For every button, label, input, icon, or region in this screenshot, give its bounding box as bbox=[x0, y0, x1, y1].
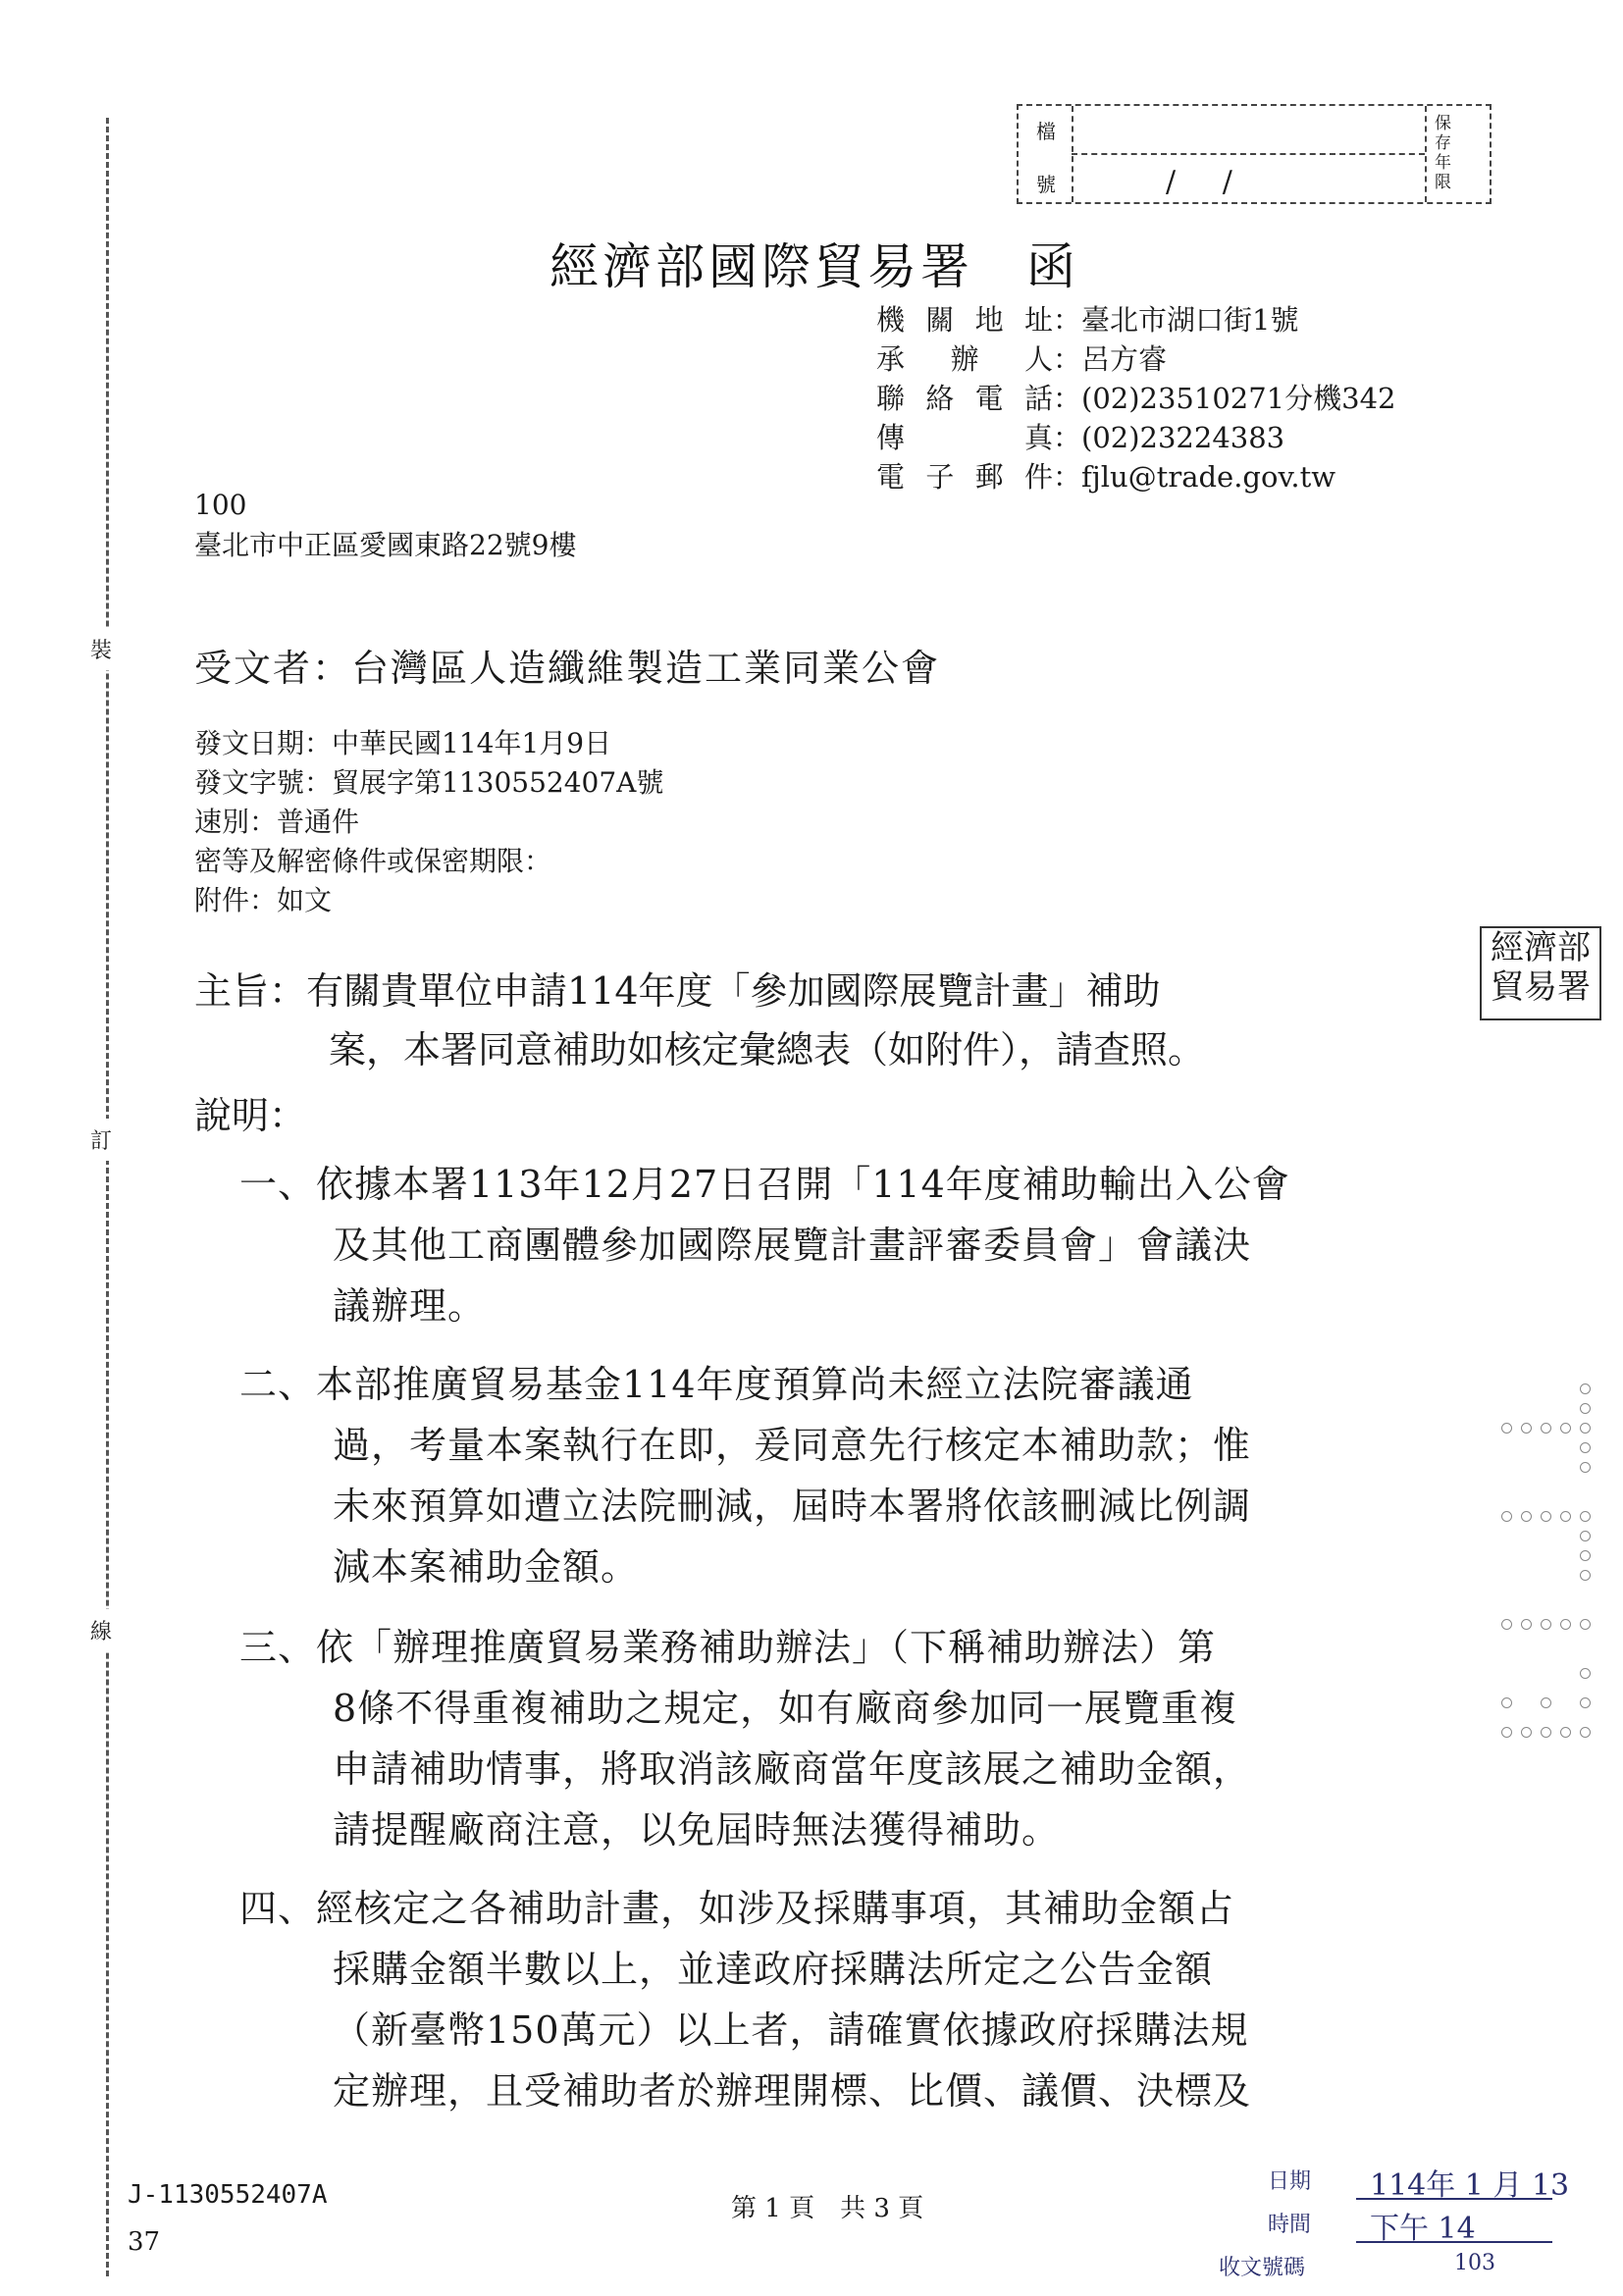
receipt-time-label: 時間 bbox=[1268, 2213, 1312, 2237]
seal-line: 經濟部 bbox=[1491, 928, 1591, 967]
receipt-rule bbox=[1356, 2198, 1552, 2200]
item-line: 未來預算如遭立法院刪減，屆時本署將依該刪減比例調 bbox=[333, 1485, 1252, 1528]
contact-value: ：(02)23224383 bbox=[1053, 421, 1285, 454]
contact-row-email bbox=[876, 457, 1396, 496]
item-line: 採購金額半數以上，並達政府採購法所定之公告金額 bbox=[333, 1948, 1214, 1991]
receipt-stamp bbox=[1189, 2159, 1582, 2282]
item-line: 一、依據本署113年12月27日召開「114年度補助輸出入公會 bbox=[239, 1163, 1290, 1206]
archive-divider-right bbox=[1425, 106, 1427, 202]
subject-line: 主旨：有關貴單位申請114年度「參加國際展覽計畫」補助 bbox=[194, 969, 1161, 1013]
contact-value: ：臺北市湖口街1號 bbox=[1053, 303, 1299, 337]
item-line: 8條不得重複補助之規定，如有廠商參加同一展覽重複 bbox=[333, 1687, 1238, 1730]
contact-row-address bbox=[876, 300, 1396, 339]
contact-row-phone bbox=[876, 379, 1396, 418]
item-line: 三、依「辦理推廣貿易業務補助辦法」（下稱補助辦法）第 bbox=[239, 1626, 1217, 1669]
agency-seal bbox=[1480, 926, 1601, 1020]
binding-mark-xian: 線 bbox=[90, 1609, 112, 1651]
receipt-time-value: 下午 14 bbox=[1370, 2212, 1476, 2246]
punch-dots bbox=[1501, 1383, 1599, 1972]
explanation-item-3 bbox=[239, 1617, 1251, 1860]
binding-mark-ding: 訂 bbox=[90, 1119, 112, 1161]
item-line: 過，考量本案執行在即，爰同意先行核定本補助款；惟 bbox=[333, 1424, 1252, 1467]
item-line: （新臺幣150萬元）以上者，請確實依據政府採購法規 bbox=[333, 2009, 1249, 2052]
archive-number-box bbox=[1017, 104, 1492, 204]
document-title: 經濟部國際貿易署 函 bbox=[550, 238, 1079, 295]
contact-value: ：(02)23510271分機342 bbox=[1053, 382, 1396, 415]
confidentiality: 密等及解密條件或保密期限： bbox=[194, 845, 552, 877]
item-line: 四、經核定之各補助計畫，如涉及採購事項，其補助金額占 bbox=[239, 1887, 1235, 1930]
archive-divider-mid bbox=[1072, 153, 1425, 155]
postcode: 100 bbox=[194, 489, 247, 521]
subject bbox=[194, 962, 1450, 1079]
contact-label: 傳真 bbox=[876, 421, 1053, 454]
item-line: 二、本部推廣貿易基金114年度預算尚未經立法院審議通 bbox=[239, 1363, 1194, 1406]
item-line: 減本案補助金額。 bbox=[333, 1545, 640, 1589]
subject-line: 案，本署同意補助如核定彙總表（如附件），請查照。 bbox=[329, 1028, 1206, 1071]
explanation-item-2 bbox=[239, 1354, 1251, 1597]
contact-value: ：呂方睿 bbox=[1053, 342, 1168, 376]
explanation-heading: 說明： bbox=[194, 1094, 307, 1137]
item-line: 請提醒廠商注意，以免屆時無法獲得補助。 bbox=[333, 1808, 1061, 1852]
speed-class: 速別：普通件 bbox=[194, 806, 360, 838]
recipient-address: 臺北市中正區愛國東路22號9樓 bbox=[194, 529, 577, 561]
binding-line bbox=[106, 118, 109, 2276]
receipt-number-value: 103 bbox=[1454, 2251, 1495, 2275]
contact-label: 電子郵件 bbox=[876, 460, 1053, 494]
document-code: J-1130552407A bbox=[128, 2180, 328, 2210]
contact-row-fax bbox=[876, 418, 1396, 457]
contact-label: 承辦人 bbox=[876, 342, 1053, 376]
contact-value: ：fjlu@trade.gov.tw bbox=[1053, 460, 1336, 494]
page-counter-left: 37 bbox=[128, 2227, 161, 2257]
receipt-date-label: 日期 bbox=[1268, 2169, 1312, 2194]
issue-number: 發文字號：貿展字第1130552407A號 bbox=[194, 766, 664, 799]
seal-line: 貿易署 bbox=[1491, 967, 1591, 1007]
item-line: 申請補助情事，將取消該廠商當年度該展之補助金額， bbox=[333, 1748, 1252, 1791]
receipt-number-label: 收文號碼 bbox=[1219, 2256, 1306, 2280]
binding-mark-zhuang: 裝 bbox=[90, 628, 112, 670]
contact-label: 聯絡電話 bbox=[876, 382, 1053, 415]
retention-years-label: 保存年限 bbox=[1435, 114, 1451, 192]
explanation-item-1 bbox=[239, 1154, 1290, 1336]
archive-slashes: / / bbox=[1166, 165, 1232, 199]
attachment: 附件：如文 bbox=[194, 884, 333, 916]
contact-info bbox=[876, 300, 1396, 496]
item-line: 及其他工商團體參加國際展覽計畫評審委員會」會議決 bbox=[333, 1224, 1252, 1267]
contact-label: 機關地址 bbox=[876, 303, 1053, 337]
issue-date: 發文日期：中華民國114年1月9日 bbox=[194, 727, 612, 759]
item-line: 定辦理，且受補助者於辦理開標、比價、議價、決標及 bbox=[333, 2069, 1252, 2113]
receipt-rule bbox=[1356, 2241, 1552, 2243]
recipient: 受文者：台灣區人造纖維製造工業同業公會 bbox=[194, 647, 941, 690]
receipt-date-value: 114年 1 月 13 bbox=[1370, 2168, 1570, 2203]
page-label: 第 1 頁 共 3 頁 bbox=[731, 2194, 924, 2223]
document-meta bbox=[194, 724, 663, 920]
explanation-item-4 bbox=[239, 1878, 1251, 2121]
archive-label-bottom: 號 bbox=[1036, 173, 1056, 196]
item-line: 議辦理。 bbox=[333, 1284, 487, 1328]
contact-row-handler bbox=[876, 339, 1396, 379]
archive-label-top: 檔 bbox=[1036, 120, 1056, 143]
